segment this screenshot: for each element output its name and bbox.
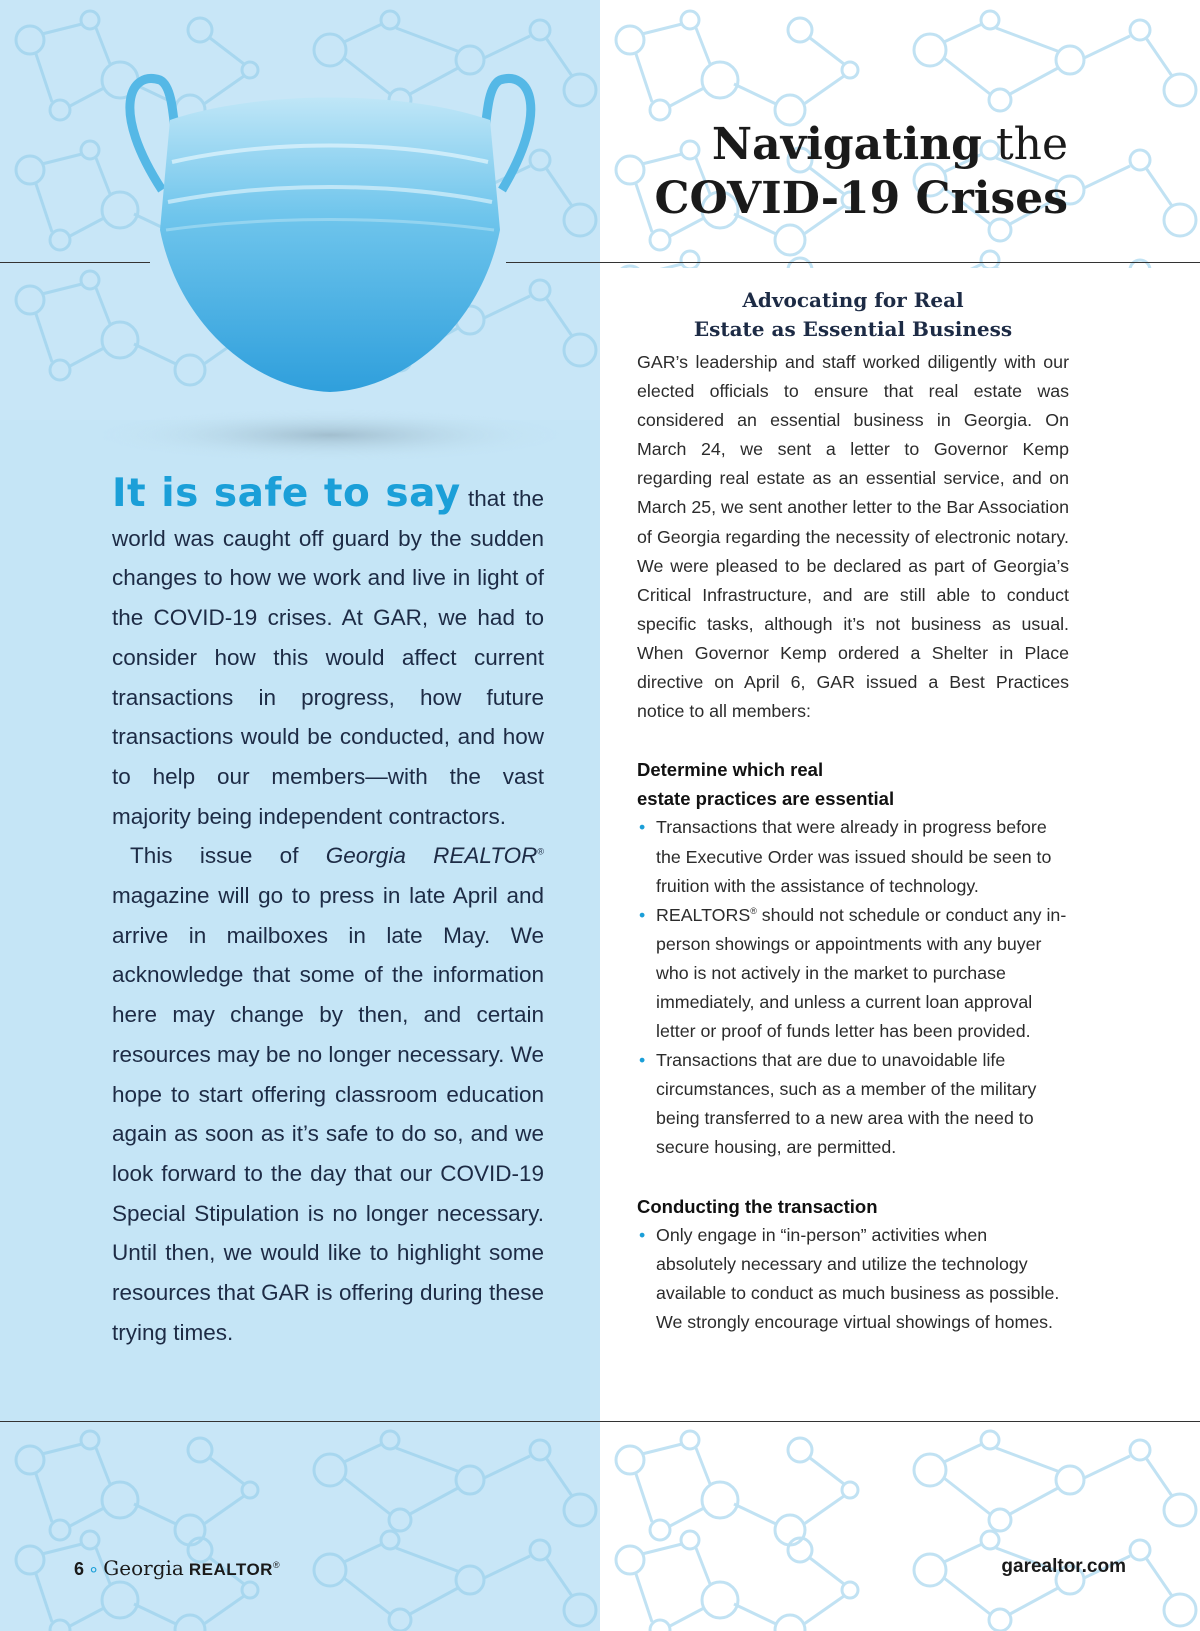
page-number: 6	[74, 1559, 85, 1579]
list-item-text-start: REALTORS	[656, 904, 751, 925]
subheading-determine-line-1: Determine which real	[637, 759, 824, 781]
intro-paragraph-2-start: This issue of	[130, 843, 326, 869]
brand-realtor: REALTOR	[188, 1560, 273, 1579]
advocating-paragraph: GAR’s leadership and staff worked diligently with our elected officials to ensure that real estate was considered an essential business in Georgia. On March 24, we sent a letter to Governor Kemp regarding real estate as an essential service, and on March 25, we sent another letter to the Bar Association of Georgia regarding the necessity of electronic notary. We were pleased to be declared as part of Georgia’s Critical Infrastructure, and are still able to conduct specific tasks, although it’s not business as usual. When Governor Kemp ordered a Shelter in Place directive on April 6, GAR issued a Best Practices notice to all members:	[637, 352, 1069, 722]
bullet-icon: •	[639, 1224, 646, 1245]
bullet-icon: •	[639, 1050, 646, 1071]
rule-bottom	[0, 1421, 1200, 1422]
article-title	[654, 118, 1068, 226]
intro-text	[112, 471, 544, 1352]
brand-georgia: Georgia	[103, 1556, 184, 1580]
intro-paragraph-1	[112, 471, 544, 836]
conducting-list	[637, 1221, 1069, 1337]
right-column	[637, 286, 1069, 1337]
list-item	[637, 813, 1069, 900]
surgical-mask-image	[100, 70, 560, 460]
registered-mark: ®	[537, 846, 544, 857]
list-item-text: Only engage in “in-person” activities when absolutely necessary and utilize the technology available to conduct as much business as possible. We strongly encourage virtual showings of homes.	[656, 1224, 1060, 1332]
rule-top-right	[506, 262, 1200, 263]
footer-page-info	[74, 1556, 280, 1580]
intro-paragraph-1-text: that the world was caught off guard by the sudden changes to how we work and live in light of the COVID-19 crises. At GAR, we had to consider how this would affect current transactions in progress, how future transactions would be conducted, and how to help our members—with the vast majority being independent contractors.	[112, 486, 544, 829]
subheading-conducting: Conducting the transaction	[637, 1195, 878, 1217]
title-line-2: COVID-19 Crises	[654, 173, 1068, 224]
lead-phrase: It is safe to say	[112, 471, 461, 516]
heading-line-1: Advocating for Real	[742, 288, 964, 312]
registered-mark: ®	[750, 905, 757, 916]
intro-paragraph-2	[112, 836, 544, 1352]
list-item-text: Transactions that were already in progress before the Executive Order was issued should be seen to fruition with the assistance of technology.	[656, 817, 1052, 896]
footer-website-link[interactable]: garealtor.com	[1001, 1556, 1126, 1577]
title-word-navigating: Navigating	[711, 119, 982, 170]
bullet-icon: •	[639, 904, 646, 925]
list-item	[637, 1221, 1069, 1337]
subheading-determine-line-2: estate practices are essential	[637, 788, 895, 810]
separator-icon: ∘	[88, 1559, 100, 1579]
essential-practices-list	[637, 813, 1069, 1162]
section-heading-advocating	[637, 286, 1069, 344]
heading-line-2: Estate as Essential Business	[693, 317, 1013, 341]
list-item-text: should not schedule or conduct any in-person showings or appointments with any buyer who is not actively in the market to purchase immediately, and unless a current loan approval letter or proof of funds letter has been provided.	[656, 904, 1067, 1042]
magazine-name: Georgia REALTOR	[325, 843, 538, 869]
list-item-text: Transactions that are due to unavoidable life circumstances, such as a member of the military being transferred to a new area with the need to secure housing, are permitted.	[656, 1050, 1037, 1158]
subheading-determine	[637, 755, 1069, 813]
list-item	[637, 1046, 1069, 1162]
intro-paragraph-2-text: magazine will go to press in late April and arrive in mailboxes in late May. We acknowledge that some of the information here may change by then, and certain resources may be no longer necessary. We hope to start offering classroom education again as soon as it’s safe to do so, and we look forward to the day that our COVID-19 Special Stipulation is no longer necessary. Until then, we would like to highlight some resources that GAR is offering during these trying times.	[112, 883, 544, 1345]
list-item	[637, 901, 1069, 1046]
registered-mark: ®	[272, 1560, 280, 1570]
bullet-icon: •	[639, 817, 646, 838]
title-word-the: the	[995, 119, 1068, 170]
